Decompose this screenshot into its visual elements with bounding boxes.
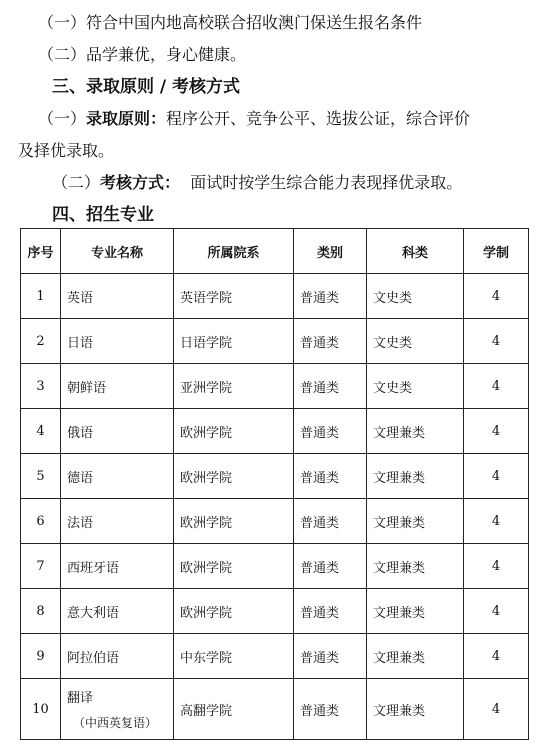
principle-prefix: （一） xyxy=(38,109,87,128)
admission-principle-continuation: 及择优录取。 xyxy=(18,141,115,160)
cell-subject: 文理兼类 xyxy=(367,589,464,634)
cell-major xyxy=(61,679,174,740)
cell-type: 普通类 xyxy=(294,364,367,409)
cell-major: 德语 xyxy=(61,454,174,499)
header-type: 类别 xyxy=(294,229,367,274)
cell-years: 4 xyxy=(464,679,529,740)
cell-subject: 文理兼类 xyxy=(367,679,464,740)
method-label: 考核方式： xyxy=(100,173,181,192)
section-4-heading: 四、招生专业 xyxy=(52,205,154,225)
cell-years: 4 xyxy=(464,319,529,364)
cell-dept: 欧洲学院 xyxy=(174,544,294,589)
cell-subject: 文史类 xyxy=(367,274,464,319)
cell-no: 8 xyxy=(21,589,61,634)
header-years: 学制 xyxy=(464,229,529,274)
cell-subject: 文理兼类 xyxy=(367,544,464,589)
principle-label: 录取原则： xyxy=(86,109,167,128)
condition-item-2: （二）品学兼优，身心健康。 xyxy=(38,45,247,64)
table-row xyxy=(21,634,529,679)
table-row xyxy=(21,679,529,740)
assessment-method-paragraph xyxy=(52,172,462,194)
table-row xyxy=(21,364,529,409)
major-name: 翻译 xyxy=(67,691,94,706)
cell-dept: 日语学院 xyxy=(174,319,294,364)
cell-years: 4 xyxy=(464,409,529,454)
cell-years: 4 xyxy=(464,364,529,409)
cell-type: 普通类 xyxy=(294,454,367,499)
cell-dept: 英语学院 xyxy=(174,274,294,319)
header-major: 专业名称 xyxy=(61,229,174,274)
table-row xyxy=(21,274,529,319)
cell-dept: 高翻学院 xyxy=(174,679,294,740)
section-3-heading: 三、录取原则 / 考核方式 xyxy=(52,77,241,97)
cell-no: 6 xyxy=(21,499,61,544)
header-subject: 科类 xyxy=(367,229,464,274)
condition-item-1: （一）符合中国内地高校联合招收澳门保送生报名条件 xyxy=(38,13,423,32)
cell-type: 普通类 xyxy=(294,274,367,319)
major-note: （中西英复语） xyxy=(73,716,158,730)
cell-major: 西班牙语 xyxy=(61,544,174,589)
cell-subject: 文史类 xyxy=(367,364,464,409)
cell-type: 普通类 xyxy=(294,634,367,679)
cell-years: 4 xyxy=(464,589,529,634)
cell-type: 普通类 xyxy=(294,319,367,364)
admission-principle-paragraph xyxy=(38,108,470,130)
cell-dept: 欧洲学院 xyxy=(174,589,294,634)
cell-subject: 文理兼类 xyxy=(367,634,464,679)
cell-years: 4 xyxy=(464,274,529,319)
cell-major: 日语 xyxy=(61,319,174,364)
cell-no: 1 xyxy=(21,274,61,319)
cell-type: 普通类 xyxy=(294,499,367,544)
cell-type: 普通类 xyxy=(294,544,367,589)
cell-no: 10 xyxy=(21,679,61,740)
table-header-row xyxy=(21,229,529,274)
principle-text: 程序公开、竞争公平、选拔公证，综合评价 xyxy=(166,109,471,128)
cell-dept: 亚洲学院 xyxy=(174,364,294,409)
cell-no: 2 xyxy=(21,319,61,364)
table-row xyxy=(21,319,529,364)
table-row xyxy=(21,409,529,454)
cell-no: 9 xyxy=(21,634,61,679)
header-dept: 所属院系 xyxy=(174,229,294,274)
cell-subject: 文理兼类 xyxy=(367,409,464,454)
table-row xyxy=(21,544,529,589)
cell-subject: 文理兼类 xyxy=(367,499,464,544)
table-row xyxy=(21,454,529,499)
cell-major: 俄语 xyxy=(61,409,174,454)
cell-dept: 欧洲学院 xyxy=(174,454,294,499)
method-prefix: （二） xyxy=(52,173,101,192)
cell-no: 5 xyxy=(21,454,61,499)
cell-major: 意大利语 xyxy=(61,589,174,634)
cell-major: 朝鲜语 xyxy=(61,364,174,409)
cell-dept: 中东学院 xyxy=(174,634,294,679)
header-no: 序号 xyxy=(21,229,61,274)
cell-subject: 文史类 xyxy=(367,319,464,364)
cell-no: 4 xyxy=(21,409,61,454)
table-row xyxy=(21,589,529,634)
cell-major: 法语 xyxy=(61,499,174,544)
cell-major: 阿拉伯语 xyxy=(61,634,174,679)
cell-type: 普通类 xyxy=(294,679,367,740)
cell-years: 4 xyxy=(464,454,529,499)
cell-subject: 文理兼类 xyxy=(367,454,464,499)
cell-dept: 欧洲学院 xyxy=(174,499,294,544)
method-text: 面试时按学生综合能力表现择优录取。 xyxy=(180,173,463,192)
cell-years: 4 xyxy=(464,544,529,589)
cell-type: 普通类 xyxy=(294,589,367,634)
cell-type: 普通类 xyxy=(294,409,367,454)
cell-years: 4 xyxy=(464,634,529,679)
cell-major: 英语 xyxy=(61,274,174,319)
table-row xyxy=(21,499,529,544)
cell-dept: 欧洲学院 xyxy=(174,409,294,454)
cell-years: 4 xyxy=(464,499,529,544)
cell-no: 7 xyxy=(21,544,61,589)
majors-table xyxy=(20,228,529,740)
cell-no: 3 xyxy=(21,364,61,409)
